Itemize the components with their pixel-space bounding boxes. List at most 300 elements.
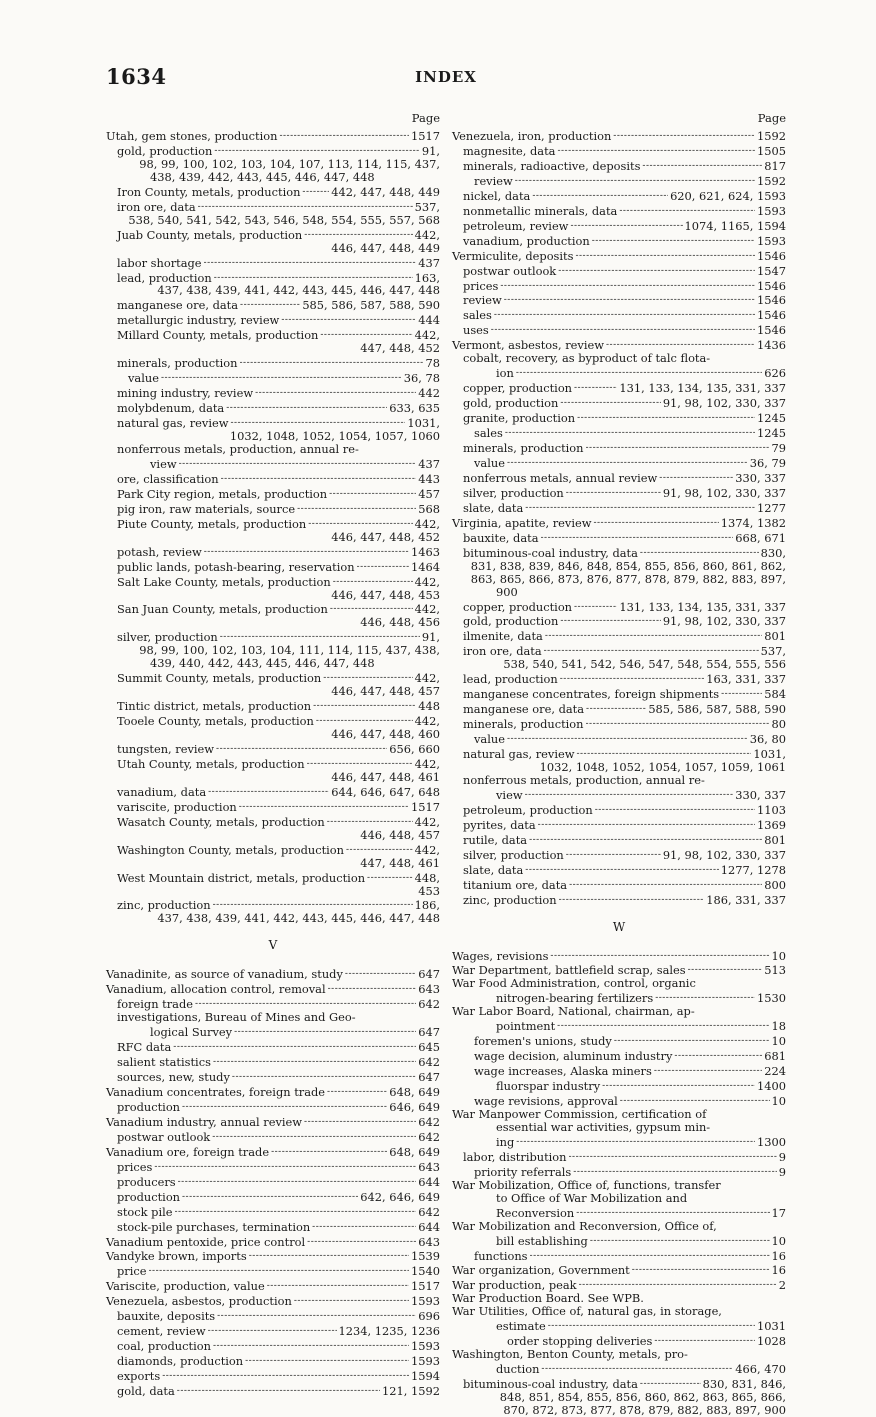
leader-dots <box>525 500 755 515</box>
entry-term: nonmetallic minerals, data <box>463 203 618 218</box>
index-entry <box>106 1308 440 1323</box>
index-entry <box>452 774 786 787</box>
entry-pages: 642 <box>418 1204 440 1219</box>
index-entry <box>106 842 440 857</box>
leader-dots <box>606 337 755 352</box>
entry-pages: 131, 133, 134, 135, 331, 337 <box>619 381 786 396</box>
entry-pages: 643 <box>418 1234 440 1249</box>
entry-term: manganese ore, data <box>117 298 239 313</box>
index-entry <box>106 1293 440 1308</box>
index-entry <box>452 746 786 761</box>
entry-term: value <box>474 455 505 470</box>
entry-pages: 801 <box>764 629 786 644</box>
entry-term: West Mountain district, metals, production <box>117 870 366 885</box>
leader-dots <box>345 966 416 981</box>
leader-dots <box>619 203 755 218</box>
entry-term: variscite, production <box>117 799 237 814</box>
index-entry <box>452 817 786 832</box>
entry-pages: 442, <box>414 842 440 857</box>
index-entry <box>452 671 786 686</box>
entry-term: sales <box>474 426 503 441</box>
leader-dots <box>213 1054 416 1069</box>
entry-term: uses <box>463 323 489 338</box>
entry-term: sources, new, study <box>117 1070 230 1085</box>
entry-pages: 1540 <box>411 1264 440 1279</box>
leader-dots <box>307 1234 416 1249</box>
leader-dots <box>566 485 661 500</box>
leader-dots <box>566 847 661 862</box>
leader-dots <box>316 713 413 728</box>
index-entry <box>106 385 440 400</box>
index-entry <box>106 981 440 996</box>
entry-pages: 9 <box>778 1149 786 1164</box>
entry-pages: 1463 <box>411 544 440 559</box>
entry-term: bauxite, data <box>463 530 539 545</box>
index-entry <box>106 501 440 516</box>
entry-pages: 584 <box>764 687 786 702</box>
index-entry <box>106 443 440 456</box>
index-entry <box>452 686 786 701</box>
entry-term: Vanadium concentrates, foreign trade <box>106 1085 326 1099</box>
entry-pages: 1369 <box>757 817 786 832</box>
leader-dots <box>240 355 424 370</box>
entry-pages: 224 <box>764 1064 786 1079</box>
entry-pages: 330, 337 <box>735 470 786 485</box>
index-entry <box>106 814 440 829</box>
entry-pages: 1517 <box>411 799 440 814</box>
entry-pages: 443 <box>418 471 440 486</box>
entry-term: nickel, data <box>463 188 531 203</box>
index-entry <box>452 1248 786 1263</box>
index-entry <box>452 643 786 658</box>
entry-pages: 642 <box>418 1129 440 1144</box>
entry-term: silver, production <box>463 485 564 500</box>
entry-pages: 78 <box>425 356 440 371</box>
index-entry <box>452 380 786 395</box>
entry-term: War Mobilization, Office of, functions, transfer <box>452 1177 721 1192</box>
entry-term: review <box>463 293 502 308</box>
entry-term: War Utilities, Office of, natural gas, in storage, <box>452 1304 722 1319</box>
entry-term: RFC data <box>117 1040 172 1055</box>
entry-pages: 1234, 1235, 1236 <box>338 1324 440 1339</box>
leader-dots <box>308 516 412 531</box>
entry-pages: 442, <box>414 227 440 242</box>
leader-dots <box>516 365 762 380</box>
leader-dots <box>182 1099 387 1114</box>
entry-term: exports <box>117 1369 161 1384</box>
leader-dots <box>586 701 646 716</box>
entry-pages: 163, <box>414 270 440 285</box>
leader-dots <box>307 756 413 771</box>
page-references-continued: 437, 438, 439, 441, 442, 443, 445, 446, 447, 448 <box>157 911 440 926</box>
index-entry <box>452 530 786 545</box>
entry-pages: 830, 831, 846, <box>702 1377 786 1392</box>
entry-pages: 1277 <box>757 500 786 515</box>
entry-term: titanium ore, data <box>463 877 568 892</box>
index-entry <box>106 1368 440 1383</box>
index-entry <box>452 233 786 248</box>
entry-pages: 620, 621, 624, 1593 <box>670 188 786 203</box>
entry-term: Utah, gem stones, production <box>106 129 278 143</box>
page-references-continued: 446, 447, 448, 449 <box>331 240 440 255</box>
leader-dots <box>560 671 705 686</box>
index-entry <box>452 962 786 977</box>
entry-term: tungsten, review <box>117 741 215 756</box>
entry-term: logical Survey <box>150 1025 233 1040</box>
entry-term: gold, production <box>463 614 559 629</box>
index-entry <box>106 400 440 415</box>
entry-term: functions <box>474 1248 528 1263</box>
leader-dots <box>505 425 755 440</box>
leader-dots <box>367 870 413 885</box>
leader-dots <box>240 297 300 312</box>
leader-dots <box>620 1093 770 1108</box>
entry-pages: 1505 <box>757 143 786 158</box>
index-entry <box>452 440 786 455</box>
index-entry <box>106 1263 440 1278</box>
entry-term: Vanadium industry, annual review <box>106 1114 303 1129</box>
entry-pages: 1593 <box>411 1354 440 1369</box>
index-entry <box>106 799 440 814</box>
leader-dots <box>161 370 402 385</box>
entry-pages: 817 <box>764 158 786 173</box>
index-entry <box>452 278 786 293</box>
index-entry <box>452 701 786 716</box>
entry-term: production <box>117 1189 181 1204</box>
entry-term: granite, production <box>463 411 576 426</box>
entry-pages: 645 <box>418 1040 440 1055</box>
index-entry <box>106 327 440 342</box>
entry-pages: 448, <box>414 870 440 885</box>
leader-dots <box>570 218 682 233</box>
entry-pages: 642 <box>418 1114 440 1129</box>
entry-term: postwar outlook <box>463 263 557 278</box>
index-entry <box>106 670 440 685</box>
leader-dots <box>538 817 755 832</box>
index-entry <box>106 1114 440 1129</box>
page-references-continued: 446, 447, 448, 453 <box>331 587 440 602</box>
entry-pages: 644, 646, 647, 648 <box>331 784 440 799</box>
leader-dots <box>204 544 409 559</box>
leader-dots <box>557 1018 769 1033</box>
index-entry <box>106 355 440 370</box>
entry-term: vanadium, data <box>117 784 207 799</box>
entry-pages: 642 <box>418 997 440 1012</box>
index-entry <box>106 870 440 885</box>
index-entry <box>452 1262 786 1277</box>
index-entry <box>106 456 440 471</box>
entry-pages: 448 <box>418 699 440 714</box>
page-references-continued: 446, 447, 448, 457 <box>331 684 440 699</box>
entry-pages: 1031, <box>407 416 440 431</box>
entry-term: value <box>474 732 505 747</box>
index-entry <box>452 545 786 560</box>
entry-term: public lands, potash-bearing, reservation <box>117 559 355 574</box>
entry-pages: 585, 586, 587, 588, 590 <box>302 298 440 313</box>
index-entry <box>106 1204 440 1219</box>
entry-term: ilmenite, data <box>463 629 543 644</box>
entry-term: Vanadinite, as source of vanadium, study <box>106 967 343 982</box>
entry-pages: 442 <box>418 386 440 401</box>
entry-term: postwar outlook <box>117 1129 211 1144</box>
leader-dots <box>557 143 755 158</box>
index-entry <box>452 337 786 352</box>
entry-pages: 1592 <box>757 129 786 143</box>
entry-term: labor, distribution <box>463 1149 567 1164</box>
entry-pages: 1031, <box>753 747 786 762</box>
index-entry <box>106 270 440 285</box>
leader-dots <box>632 1262 770 1277</box>
page-references-continued: 848, 851, 854, 855, 856, 860, 862, 863, 865, 866, <box>499 1390 786 1405</box>
entry-term: War Production Board. See WPB. <box>452 1291 644 1306</box>
page-references-continued: 438, 439, 442, 443, 445, 446, 447, 448 <box>150 169 375 184</box>
entry-pages: 1539 <box>411 1249 440 1264</box>
index-entry <box>452 158 786 173</box>
entry-term: molybdenum, data <box>117 401 225 416</box>
leader-dots <box>541 1361 733 1376</box>
page-references-continued: 446, 447, 448, 452 <box>331 529 440 544</box>
entry-term: lead, production <box>463 672 558 687</box>
entry-pages: 91, <box>421 630 440 645</box>
entry-term: Variscite, production, value <box>106 1279 265 1294</box>
entry-pages: 1547 <box>757 263 786 278</box>
leader-dots <box>593 515 718 530</box>
index-entry <box>106 698 440 713</box>
index-entry <box>106 1011 440 1024</box>
leader-dots <box>659 470 733 485</box>
index-entry <box>452 832 786 847</box>
entry-pages: 16 <box>771 1263 786 1278</box>
entry-term: War Department, battlefield scrap, sales <box>452 963 686 978</box>
entry-pages: 633, 635 <box>389 401 440 416</box>
page-references-continued: 446, 448, 456 <box>360 615 440 630</box>
page-references-continued: 870, 872, 873, 877, 878, 879, 882, 883, 897, 900 <box>503 1403 786 1417</box>
page-references-continued: 98, 99, 100, 102, 103, 104, 107, 113, 114, 115, 437, <box>139 156 440 171</box>
leader-dots <box>577 410 755 425</box>
page-references-continued: 446, 447, 448, 461 <box>331 769 440 784</box>
index-entry <box>452 977 786 990</box>
entry-pages: 1103 <box>757 802 786 817</box>
leader-dots <box>550 948 769 963</box>
entry-pages: 442, <box>414 814 440 829</box>
entry-pages: 1517 <box>411 1279 440 1294</box>
entry-term: War Labor Board, National, chairman, ap- <box>452 1004 695 1019</box>
index-entry <box>452 1149 786 1164</box>
entry-pages: 830, <box>760 545 786 560</box>
entry-term: Washington, Benton County, metals, pro- <box>452 1347 688 1362</box>
index-entry <box>452 1033 786 1048</box>
page-title: INDEX <box>415 68 477 86</box>
entry-term: Tintic district, metals, production <box>117 699 312 714</box>
entry-pages: 696 <box>418 1309 440 1324</box>
leader-dots <box>217 1308 416 1323</box>
entry-term: fluorspar industry <box>496 1079 601 1094</box>
page-column-label: Page <box>757 111 786 125</box>
entry-pages: 457 <box>418 486 440 501</box>
leader-dots <box>346 842 413 857</box>
index-entry <box>106 415 440 430</box>
entry-term: Tooele County, metals, production <box>117 714 314 729</box>
entry-pages: 1517 <box>411 129 440 143</box>
entry-pages: 1530 <box>757 991 786 1006</box>
entry-pages: 10 <box>771 1094 786 1109</box>
entry-term: San Juan County, metals, production <box>117 602 328 617</box>
leader-dots <box>560 613 660 628</box>
entry-pages: 163, 331, 337 <box>706 672 786 687</box>
index-entry <box>452 716 786 731</box>
entry-pages: 444 <box>418 313 440 328</box>
entry-term: value <box>128 371 159 386</box>
leader-dots <box>560 395 660 410</box>
leader-dots <box>216 741 387 756</box>
entry-pages: 1592 <box>757 173 786 188</box>
leader-dots <box>640 545 759 560</box>
entry-pages: 648, 649 <box>389 1085 440 1099</box>
entry-term: Vermiculite, deposits <box>452 248 574 263</box>
leader-dots <box>178 1174 417 1189</box>
entry-pages: 568 <box>418 501 440 516</box>
entry-pages: 442, 447, 448, 449 <box>331 184 440 199</box>
entry-term: natural gas, review <box>463 747 575 762</box>
entry-term: essential war activities, gypsum min- <box>496 1119 711 1134</box>
entry-term: production <box>117 1099 181 1114</box>
entry-term: nonferrous metals, production, annual re- <box>117 441 359 456</box>
entry-pages: 537, <box>414 199 440 214</box>
leader-dots <box>179 456 417 471</box>
index-entry <box>452 1005 786 1018</box>
leader-dots <box>558 263 755 278</box>
entry-pages: 442, <box>414 516 440 531</box>
entry-pages: 36, 78 <box>403 371 440 386</box>
index-entry <box>106 1323 440 1338</box>
leader-dots <box>500 278 755 293</box>
entry-term: copper, production <box>463 599 573 614</box>
entry-pages: 437 <box>418 456 440 471</box>
entry-term: minerals, production <box>463 441 584 456</box>
entry-term: zinc, production <box>117 898 211 913</box>
entry-term: bituminous-coal industry, data <box>463 545 638 560</box>
index-entry <box>106 1129 440 1144</box>
entry-term: slate, data <box>463 862 524 877</box>
leader-dots <box>329 486 416 501</box>
leader-dots <box>302 184 329 199</box>
entry-term: price <box>117 1264 147 1279</box>
leader-dots <box>654 1333 755 1348</box>
entry-pages: 1546 <box>757 293 786 308</box>
leader-dots <box>507 455 748 470</box>
entry-term: manganese ore, data <box>463 702 585 717</box>
index-entry <box>452 218 786 233</box>
entry-term: cement, review <box>117 1324 206 1339</box>
index-entry <box>452 1078 786 1093</box>
leader-dots <box>614 1033 770 1048</box>
entry-term: Vermont, asbestos, review <box>452 338 604 353</box>
entry-term: minerals, production <box>463 717 584 732</box>
leader-dots <box>330 601 413 616</box>
entry-term: iron ore, data <box>117 199 196 214</box>
index-entry <box>452 1205 786 1220</box>
entry-term: nonferrous metals, production, annual re- <box>463 772 705 787</box>
index-entry <box>452 613 786 628</box>
leader-dots <box>195 996 416 1011</box>
entry-term: view <box>150 456 177 471</box>
leader-dots <box>320 327 412 342</box>
index-entry <box>106 1234 440 1249</box>
index-entry <box>106 1189 440 1204</box>
entry-pages: 186, <box>414 898 440 913</box>
index-entry <box>452 1361 786 1376</box>
entry-term: manganese concentrates, foreign shipments <box>463 687 720 702</box>
leader-dots <box>323 670 412 685</box>
leader-dots <box>525 787 734 802</box>
index-entry <box>452 128 786 143</box>
page-header <box>106 64 786 90</box>
index-entry <box>452 1318 786 1333</box>
index-entry <box>106 544 440 559</box>
index-entry <box>452 248 786 263</box>
page-references-continued: 538, 540, 541, 542, 543, 546, 548, 554, 555, 557, 568 <box>128 212 440 227</box>
index-entry <box>452 485 786 500</box>
leader-dots <box>173 1039 416 1054</box>
index-entry <box>452 1348 786 1361</box>
entry-term: duction <box>496 1362 540 1377</box>
leader-dots <box>640 1376 701 1391</box>
index-entry <box>106 1353 440 1368</box>
entry-term: producers <box>117 1174 176 1189</box>
entry-pages: 91, 98, 102, 330, 337 <box>662 485 786 500</box>
leader-dots <box>214 143 420 158</box>
leader-dots <box>548 1318 755 1333</box>
leader-dots <box>569 877 762 892</box>
entry-term: ore, classification <box>117 471 219 486</box>
index-entry <box>452 1179 786 1192</box>
index-entry <box>106 897 440 912</box>
index-entry <box>452 322 786 337</box>
index-entry <box>452 1376 786 1391</box>
entry-term: bituminous-coal industry, data <box>463 1377 638 1392</box>
entry-pages: 1546 <box>757 278 786 293</box>
entry-term: War organization, Government <box>452 1263 630 1278</box>
entry-term: wage decision, aluminum industry <box>474 1049 673 1064</box>
entry-term: gold, data <box>117 1384 175 1399</box>
entry-pages: 442, <box>414 714 440 729</box>
leader-dots <box>154 1159 416 1174</box>
leader-dots <box>212 1129 416 1144</box>
index-entry <box>106 574 440 589</box>
index-entry <box>452 1093 786 1108</box>
entry-term: zinc, production <box>463 892 557 907</box>
entry-term: Reconversion <box>496 1205 575 1220</box>
entry-pages: 1300 <box>757 1134 786 1149</box>
leader-dots <box>655 990 755 1005</box>
page-references-continued: 1032, 1048, 1052, 1054, 1057, 1059, 1061 <box>539 759 786 774</box>
leader-dots <box>249 1248 409 1263</box>
page-references-continued: 453 <box>418 883 440 898</box>
index-entry <box>106 1219 440 1234</box>
leader-dots <box>234 1024 416 1039</box>
entry-term: Millard County, metals, production <box>117 328 319 343</box>
index-entry <box>452 410 786 425</box>
index-entry <box>106 370 440 385</box>
index-entry <box>452 892 786 907</box>
entry-pages: 1245 <box>757 426 786 441</box>
index-entry <box>452 203 786 218</box>
index-entry <box>106 516 440 531</box>
index-entry <box>452 263 786 278</box>
index-entry <box>452 877 786 892</box>
index-entry <box>106 756 440 771</box>
leader-dots <box>220 629 420 644</box>
